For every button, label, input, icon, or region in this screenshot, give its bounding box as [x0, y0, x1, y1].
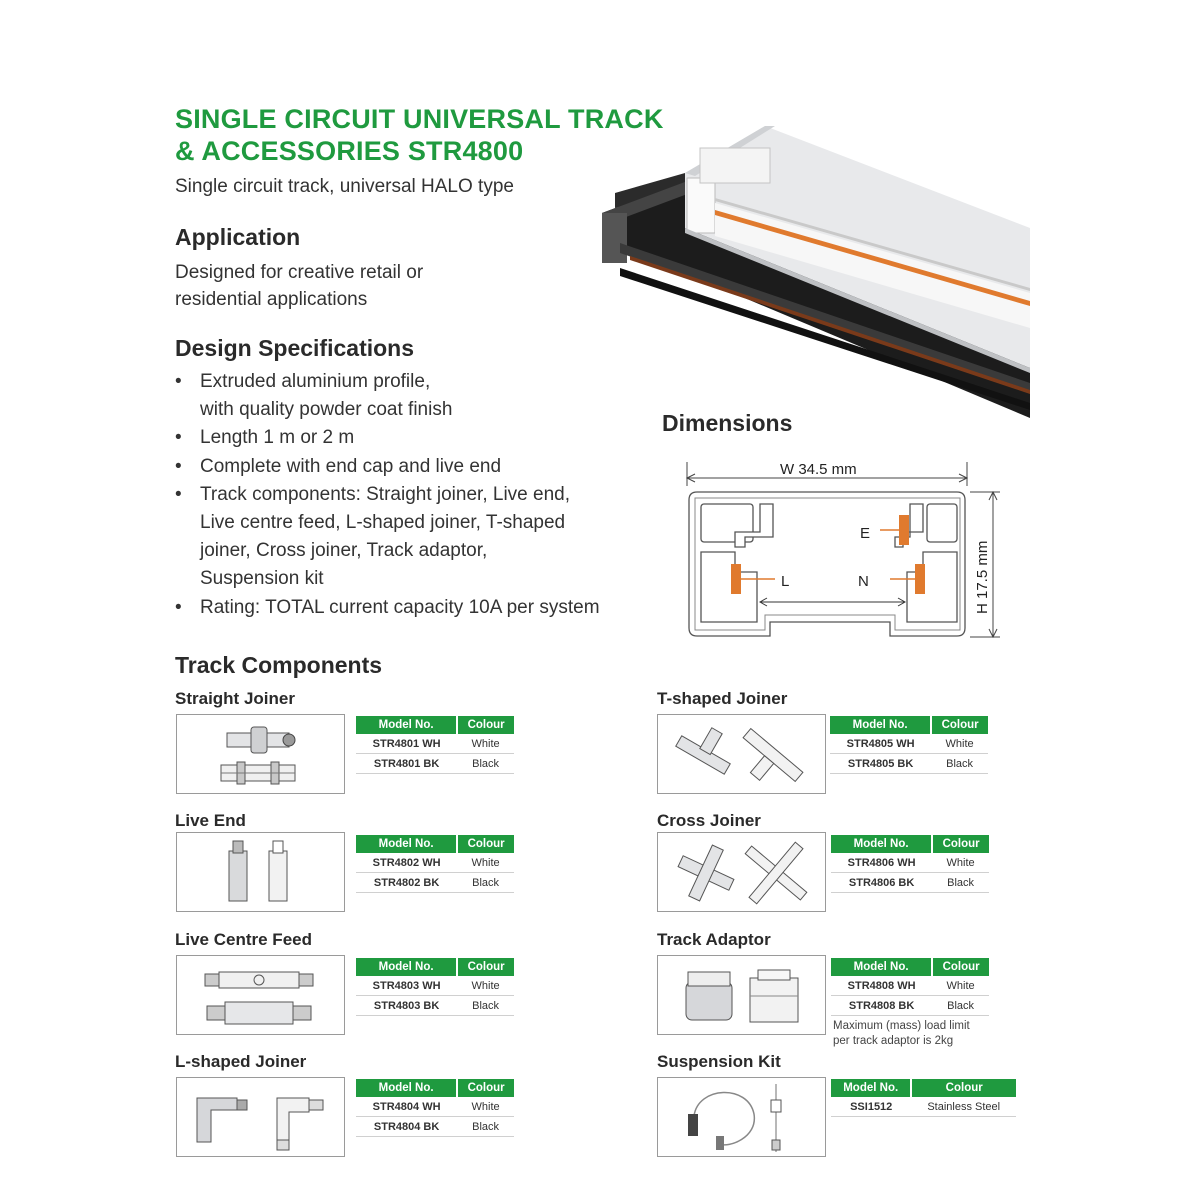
model-cell: STR4806 WH	[831, 853, 932, 873]
model-cell: STR4801 WH	[356, 734, 457, 754]
table-row	[831, 976, 989, 996]
model-cell: STR4808 WH	[831, 976, 932, 996]
track-adaptor-image	[657, 955, 826, 1035]
model-cell: STR4804 WH	[356, 1097, 457, 1117]
colour-cell: White	[932, 976, 989, 996]
straight-joiner-table	[356, 716, 514, 774]
table-row	[356, 996, 514, 1016]
live-centre-feed-table	[356, 958, 514, 1016]
title-line-1: SINGLE CIRCUIT UNIVERSAL TRACK	[175, 104, 664, 134]
model-cell: STR4803 WH	[356, 976, 457, 996]
spec-line: • Track components: Straight joiner, Live end,	[200, 483, 570, 505]
colour-header: Colour	[911, 1079, 1016, 1097]
colour-cell: Black	[457, 754, 514, 774]
label-n: N	[858, 573, 869, 590]
t-joiner-table	[830, 716, 988, 774]
spec-item	[175, 453, 655, 481]
model-header: Model No.	[356, 716, 457, 734]
spec-line: • Extruded aluminium profile,	[200, 371, 431, 392]
cross-joiner-table	[831, 835, 989, 893]
table-row	[356, 976, 514, 996]
model-header: Model No.	[831, 1079, 911, 1097]
table-row	[831, 873, 989, 893]
colour-cell: White	[457, 853, 514, 873]
colour-cell: Black	[932, 996, 989, 1016]
l-joiner-title: L-shaped Joiner	[175, 1052, 307, 1071]
l-joiner-icon	[177, 1078, 344, 1156]
model-cell: STR4803 BK	[356, 996, 457, 1016]
components-heading: Track Components	[175, 652, 383, 678]
l-joiner-table	[356, 1079, 514, 1137]
table-row	[830, 754, 988, 774]
model-cell: STR4802 BK	[356, 873, 457, 893]
colour-cell: White	[457, 734, 514, 754]
title-line-2: & ACCESSORIES STR4800	[175, 136, 524, 166]
table-row	[356, 873, 514, 893]
spec-line: with quality powder coat finish	[200, 399, 453, 421]
cross-joiner-icon	[658, 833, 825, 911]
subtitle: Single circuit track, universal HALO type	[175, 176, 514, 197]
colour-header: Colour	[931, 716, 988, 734]
spec-line: • Rating: TOTAL current capacity 10A per system	[200, 596, 600, 618]
load-limit-note	[833, 1019, 970, 1049]
track-product-image	[590, 118, 1035, 423]
live-centre-feed-icon	[177, 956, 344, 1034]
colour-cell: White	[457, 1097, 514, 1117]
t-joiner-icon	[658, 715, 825, 793]
spec-line: Suspension kit	[200, 568, 324, 590]
application-text	[175, 259, 423, 313]
live-centre-feed-title: Live Centre Feed	[175, 930, 312, 949]
colour-header: Colour	[932, 958, 989, 976]
spec-list	[175, 368, 655, 622]
table-row	[356, 1117, 514, 1137]
track-adaptor-table	[831, 958, 989, 1016]
dimensions-heading: Dimensions	[662, 410, 793, 436]
spec-line: Live centre feed, L-shaped joiner, T-shaped	[200, 512, 566, 534]
table-row	[830, 734, 988, 754]
table-row	[831, 853, 989, 873]
spec-line: joiner, Cross joiner, Track adaptor,	[200, 540, 488, 562]
table-row	[356, 1097, 514, 1117]
suspension-kit-table	[831, 1079, 1016, 1117]
height-label: H 17.5 mm	[974, 540, 991, 614]
spec-line: • Length 1 m or 2 m	[200, 427, 355, 449]
colour-header: Colour	[932, 835, 989, 853]
width-label: W 34.5 mm	[780, 461, 857, 478]
suspension-kit-icon	[658, 1078, 825, 1156]
suspension-kit-title: Suspension Kit	[657, 1052, 781, 1071]
model-cell: STR4804 BK	[356, 1117, 457, 1137]
straight-joiner-image	[176, 714, 345, 794]
table-row	[831, 996, 989, 1016]
model-header: Model No.	[356, 958, 457, 976]
note-line: Maximum (mass) load limit	[833, 1020, 970, 1032]
model-cell: STR4806 BK	[831, 873, 932, 893]
model-header: Model No.	[831, 835, 932, 853]
live-end-icon	[177, 833, 344, 911]
dimension-drawing	[675, 452, 1010, 647]
application-line-2: residential applications	[175, 289, 368, 310]
model-header: Model No.	[831, 958, 932, 976]
colour-cell: Black	[457, 996, 514, 1016]
model-cell: STR4802 WH	[356, 853, 457, 873]
spec-line: • Complete with end cap and live end	[200, 455, 502, 477]
suspension-kit-image	[657, 1077, 826, 1157]
t-joiner-image	[657, 714, 826, 794]
colour-cell: Black	[931, 754, 988, 774]
l-joiner-image	[176, 1077, 345, 1157]
colour-header: Colour	[457, 1079, 514, 1097]
table-row	[831, 1097, 1016, 1117]
label-e: E	[860, 525, 871, 542]
live-centre-feed-image	[176, 955, 345, 1035]
colour-cell: Stainless Steel	[911, 1097, 1016, 1117]
label-l: L	[781, 573, 790, 590]
straight-joiner-icon	[177, 715, 344, 793]
table-row	[356, 754, 514, 774]
model-cell: SSI1512	[831, 1097, 911, 1117]
application-heading: Application	[175, 224, 301, 250]
colour-cell: White	[931, 734, 988, 754]
spec-item	[175, 424, 655, 452]
cross-joiner-title: Cross Joiner	[657, 811, 761, 830]
model-cell: STR4805 WH	[830, 734, 931, 754]
colour-cell: White	[932, 853, 989, 873]
model-cell: STR4801 BK	[356, 754, 457, 774]
colour-cell: Black	[457, 873, 514, 893]
note-line: per track adaptor is 2kg	[833, 1035, 954, 1047]
colour-cell: Black	[457, 1117, 514, 1137]
application-line-1: Designed for creative retail or	[175, 262, 424, 283]
model-cell: STR4808 BK	[831, 996, 932, 1016]
model-header: Model No.	[356, 835, 457, 853]
t-joiner-title: T-shaped Joiner	[657, 689, 788, 708]
colour-header: Colour	[457, 958, 514, 976]
track-adaptor-title: Track Adaptor	[657, 930, 771, 949]
live-end-table	[356, 835, 514, 893]
colour-header: Colour	[457, 716, 514, 734]
spec-item	[175, 368, 655, 424]
design-heading: Design Specifications	[175, 335, 415, 361]
live-end-title: Live End	[175, 811, 246, 830]
live-end-image	[176, 832, 345, 912]
table-row	[356, 853, 514, 873]
colour-cell: White	[457, 976, 514, 996]
colour-header: Colour	[457, 835, 514, 853]
spec-item	[175, 481, 655, 594]
track-adaptor-icon	[658, 956, 825, 1034]
model-header: Model No.	[830, 716, 931, 734]
straight-joiner-title: Straight Joiner	[175, 689, 295, 708]
model-cell: STR4805 BK	[830, 754, 931, 774]
colour-cell: Black	[932, 873, 989, 893]
model-header: Model No.	[356, 1079, 457, 1097]
cross-joiner-image	[657, 832, 826, 912]
table-row	[356, 734, 514, 754]
spec-item	[175, 594, 655, 622]
